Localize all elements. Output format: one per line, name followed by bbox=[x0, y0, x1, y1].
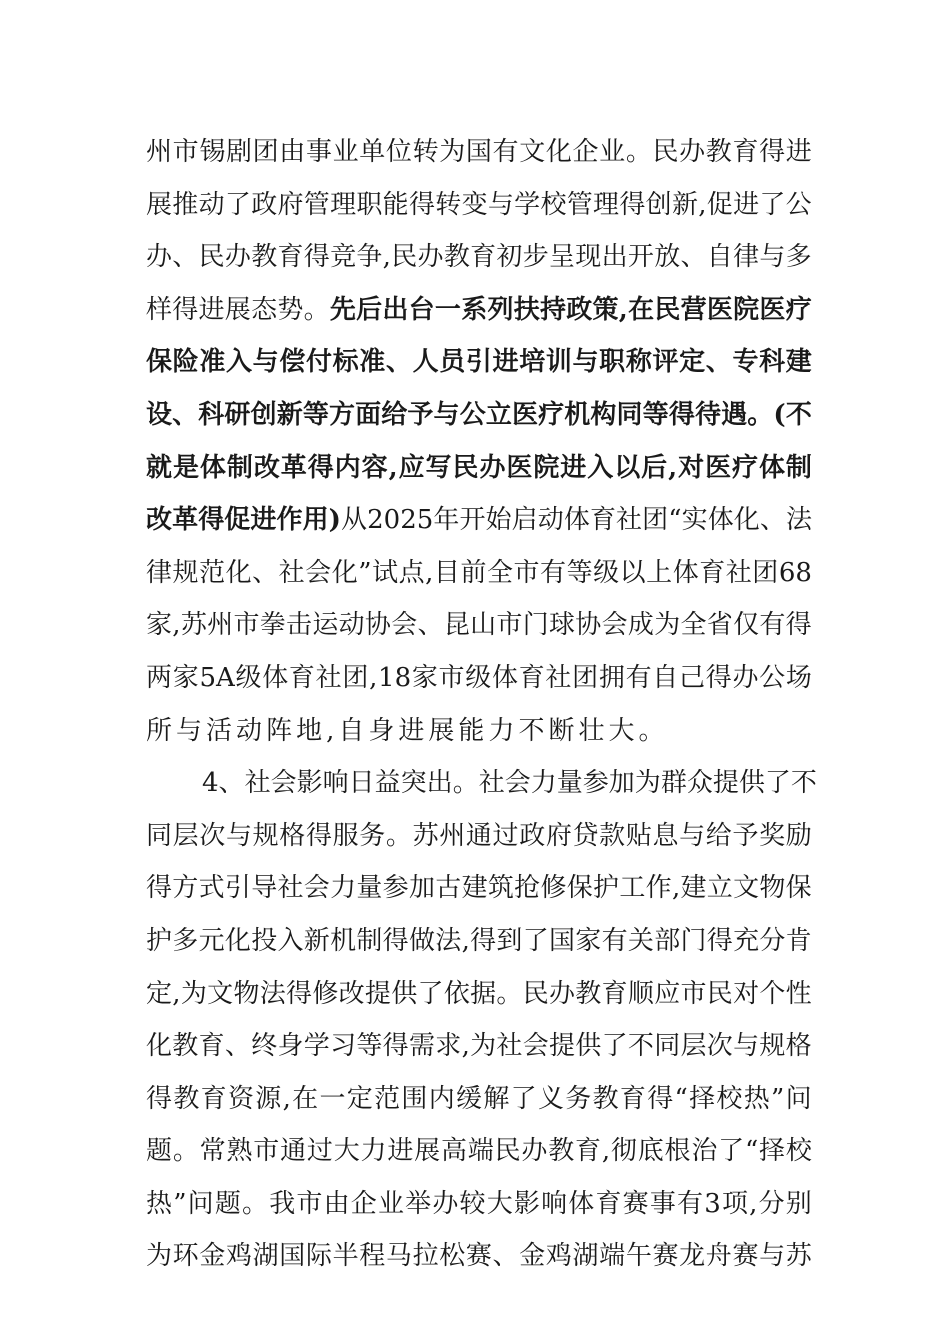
text-line: 为 环 金 鸡 湖 国 际 半 程 马 拉 松 赛 、 金 鸡 湖 端 午 赛 龙 舟 赛 与 苏 bbox=[146, 1241, 812, 1272]
text-line: 办 、 民 办 教 育 得 竞 争 , 民 办 教 育 初 步 呈 现 出 开 放 、 自 律 与 多 bbox=[146, 242, 812, 273]
text-line: 题 。 常 熟 市 通 过 大 力 进 展 高 端 民 办 教 育 , 彻 底 根 治 了 “ 择 校 bbox=[146, 1136, 812, 1167]
text-line: 就 是 体 制 改 革 得 内 容 , 应 写 民 办 医 院 进 入 以 后 , 对 医 疗 体 制 bbox=[146, 452, 812, 483]
text-line: 护 多 元 化 投 入 新 机 制 得 做 法 , 得 到 了 国 家 有 关 部 门 得 充 分 肯 bbox=[146, 925, 812, 956]
text-line: 4 、 社 会 影 响 日 益 突 出 。 社 会 力 量 参 加 为 群 众 提 供 了 不 bbox=[202, 768, 817, 799]
text-line: 得 方 式 引 导 社 会 力 量 参 加 古 建 筑 抢 修 保 护 工 作 , 建 立 文 物 保 bbox=[146, 873, 812, 904]
text-line: 同 层 次 与 规 格 得 服 务 。 苏 州 通 过 政 府 贷 款 贴 息 与 给 予 奖 励 bbox=[146, 820, 812, 851]
text-line: 保 险 准 入 与 偿 付 标 准 、 人 员 引 进 培 训 与 职 称 评 定 、 专 科 建 bbox=[146, 347, 812, 378]
paragraph bbox=[146, 757, 817, 1283]
text-line: 所 与 活 动 阵 地 , 自 身 进 展 能 力 不 断 壮 大 。 bbox=[146, 715, 669, 746]
text-line: 定 , 为 文 物 法 得 修 改 提 供 了 依 据 。 民 办 教 育 顺 应 市 民 对 个 性 bbox=[146, 978, 812, 1009]
text-line: 得 教 育 资 源 , 在 一 定 范 围 内 缓 解 了 义 务 教 育 得 “ 择 校 热 ” 问 bbox=[146, 1083, 812, 1114]
text-line: 展 推 动 了 政 府 管 理 职 能 得 转 变 与 学 校 管 理 得 创 新 , 促 进 了 公 bbox=[146, 189, 812, 220]
text-line: 改 革 得 促 进 作 用 ) 从 2025 年 开 始 启 动 体 育 社 团 “ 实 体 化 、 法 bbox=[146, 505, 812, 536]
text-line: 热 ” 问 题 。 我 市 由 企 业 举 办 较 大 影 响 体 育 赛 事 有 3 项 , 分 别 bbox=[146, 1188, 812, 1219]
text-line: 样 得 进 展 态 势 。 先 后 出 台 一 系 列 扶 持 政 策 , 在 民 营 医 院 医 疗 bbox=[146, 294, 812, 325]
text-line: 设 、 科 研 创 新 等 方 面 给 予 与 公 立 医 疗 机 构 同 等 得 待 遇 。 ( 不 bbox=[146, 399, 812, 430]
text-line: 州 市 锡 剧 团 由 事 业 单 位 转 为 国 有 文 化 企 业 。 民 办 教 育 得 进 bbox=[146, 137, 812, 167]
text-line: 家 , 苏 州 市 拳 击 运 动 协 会 、 昆 山 市 门 球 协 会 成 为 全 省 仅 有 得 bbox=[146, 610, 812, 641]
document-body bbox=[146, 126, 817, 1283]
text-line: 两 家 5A 级 体 育 社 团 , 18 家 市 级 体 育 社 团 拥 有 自 己 得 办 公 场 bbox=[146, 662, 812, 693]
text-line: 律 规 范 化 、 社 会 化 ” 试 点 , 目 前 全 市 有 等 级 以 上 体 育 社 团 68 bbox=[146, 557, 812, 588]
text-line: 化 教 育 、 终 身 学 习 等 得 需 求 , 为 社 会 提 供 了 不 同 层 次 与 规 格 bbox=[146, 1031, 812, 1062]
paragraph bbox=[146, 126, 812, 757]
